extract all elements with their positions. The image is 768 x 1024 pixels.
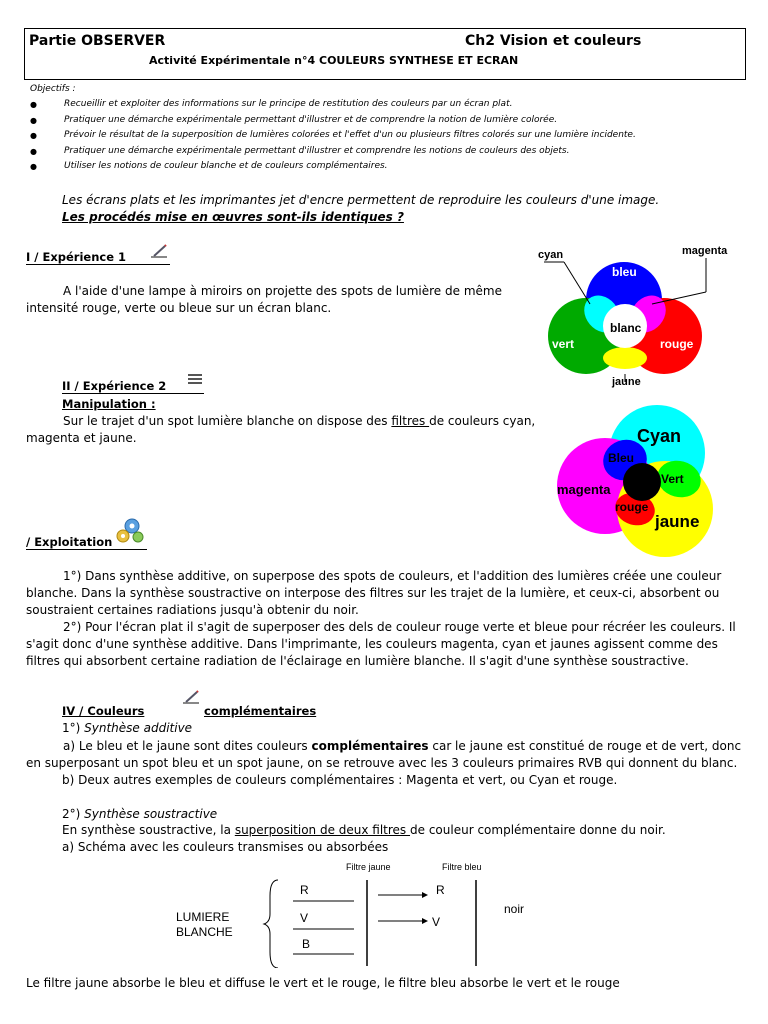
objective-item: ● Recueillir et exploiter des informations sur le principe de restitution des couleurs par un écran plat. bbox=[30, 97, 636, 113]
subtractive-subtitle: 2°) Synthèse soustractive bbox=[62, 807, 218, 821]
section-4-title-b: complémentaires bbox=[204, 704, 317, 718]
label-jaune: jaune bbox=[655, 512, 700, 531]
label-bleu: Bleu bbox=[608, 451, 635, 465]
subtractive-synthesis-diagram bbox=[555, 403, 735, 558]
header-chapter: Ch2 Vision et couleurs bbox=[465, 33, 642, 49]
label-b: B bbox=[302, 937, 311, 951]
section-4-title: IV / Couleurs bbox=[62, 704, 145, 718]
intro bbox=[62, 192, 659, 226]
label-noir: noir bbox=[504, 902, 525, 916]
additive-subtitle: 1°) Synthèse additive bbox=[62, 721, 193, 735]
objectives-title: Objectifs : bbox=[30, 84, 76, 94]
label-bleu: bleu bbox=[612, 265, 637, 279]
label-r2: R bbox=[436, 883, 445, 897]
label-filtre-bleu: Filtre bleu bbox=[442, 862, 482, 872]
additive-b: b) Deux autres exemples de couleurs complémentaires : Magenta et vert, ou Cyan et rouge. bbox=[62, 773, 618, 787]
filter-schematic bbox=[160, 856, 560, 968]
objective-item: ● Utiliser les notions de couleur blanche et de couleurs complémentaires. bbox=[30, 159, 636, 175]
header-box bbox=[24, 28, 746, 80]
header-activity-title: Activité Expérimentale n°4 COULEURS SYNTHESE ET ECRAN bbox=[149, 54, 519, 67]
manipulation-title: Manipulation : bbox=[62, 397, 156, 411]
list-icon bbox=[186, 372, 204, 386]
objective-item: ● Pratiquer une démarche expérimentale permettant d'illustrer et comprendre les notions de couleurs des objets. bbox=[30, 144, 636, 160]
label-jaune: jaune bbox=[612, 376, 641, 388]
label-blanche: BLANCHE bbox=[176, 925, 233, 939]
pencil-icon bbox=[150, 244, 168, 260]
label-vert: vert bbox=[552, 337, 575, 351]
intro-line: Les écrans plats et les imprimantes jet d'encre permettent de reproduire les couleurs d'une image. bbox=[62, 193, 660, 207]
header-part: Partie OBSERVER bbox=[29, 33, 166, 49]
label-blanc: blanc bbox=[610, 321, 642, 335]
label-vert: Vert bbox=[661, 472, 684, 486]
objective-item: ● Pratiquer une démarche expérimentale permettant d'illustrer et de comprendre la notion de lumière colorée. bbox=[30, 113, 636, 129]
label-cyan: Cyan bbox=[637, 426, 682, 446]
pencil-icon bbox=[182, 690, 200, 706]
label-v: V bbox=[300, 911, 309, 925]
label-rouge: rouge bbox=[660, 337, 694, 351]
label-v2: V bbox=[432, 915, 441, 929]
label-cyan: cyan bbox=[538, 249, 564, 261]
schema-caption: a) Schéma avec les couleurs transmises ou absorbées bbox=[62, 840, 389, 854]
label-filtre-jaune: Filtre jaune bbox=[346, 862, 391, 872]
section-2-title: II / Expérience 2 bbox=[62, 379, 204, 394]
exploitation-p2: 2°) Pour l'écran plat il s'agit de superposer des dels de couleur rouge verte et bleue pour récréer les couleurs. Il s'agit donc d'une synthèse additive. Dans l'imprimante, les couleurs magenta, cyan et jaunes agissent comme des filtres qui absorbent certaine radiation de l'éclairage en lumière blanche. Il s'agit d'une synthèse soustractive. bbox=[26, 620, 736, 668]
objective-item: ● Prévoir le résultat de la superposition de lumières colorées et l'effet d'un ou plusieurs filtres colorés sur une lumière incidente. bbox=[30, 128, 636, 144]
exp1-text: A l'aide d'une lampe à miroirs on projette des spots de lumière de même intensité rouge, verte ou bleue sur un écran blanc. bbox=[26, 284, 502, 315]
label-lumiere: LUMIERE bbox=[176, 910, 230, 924]
gears-icon bbox=[114, 516, 144, 544]
exp2-text: Sur le trajet d'un spot lumière blanche on dispose des filtres de couleurs cyan, magenta et jaune. bbox=[26, 414, 536, 445]
filters-link: filtres bbox=[391, 414, 430, 428]
additive-synthesis-diagram bbox=[530, 240, 740, 390]
section-1-title: I / Expérience 1 bbox=[26, 250, 170, 265]
objectives-list bbox=[30, 97, 636, 175]
label-rouge: rouge bbox=[615, 500, 649, 514]
exploitation-title: / Exploitation bbox=[26, 535, 147, 550]
subtractive-text: En synthèse soustractive, la superposition de deux filtres de couleur complémentaire donne du noir. bbox=[62, 823, 666, 837]
intro-question: Les procédés mise en œuvres sont-ils identiques ? bbox=[62, 210, 404, 224]
label-magenta: magenta bbox=[557, 482, 611, 497]
final-sentence: Le filtre jaune absorbe le bleu et diffuse le vert et le rouge, le filtre bleu absorbe le vert et le rouge bbox=[26, 976, 620, 990]
brace bbox=[264, 880, 278, 968]
additive-a: a) Le bleu et le jaune sont dites couleurs complémentaires car le jaune est constitué de rouge et de vert, donc en superposant un spot bleu et un spot jaune, on se retrouve avec les 3 couleurs primaires RVB qui donnent du blanc. bbox=[26, 739, 742, 770]
label-magenta: magenta bbox=[682, 245, 728, 257]
exploitation-p1: 1°) Dans synthèse additive, on superpose des spots de couleurs, et l'addition des lumières créée une couleur blanche. Dans la synthèse soustractive on interpose des filtres sur les trajet de la lumière, et ceux-ci, absorbent ou soustraient certaines radiations jusqu'à obtenir du noir. bbox=[26, 569, 722, 617]
label-r: R bbox=[300, 883, 309, 897]
